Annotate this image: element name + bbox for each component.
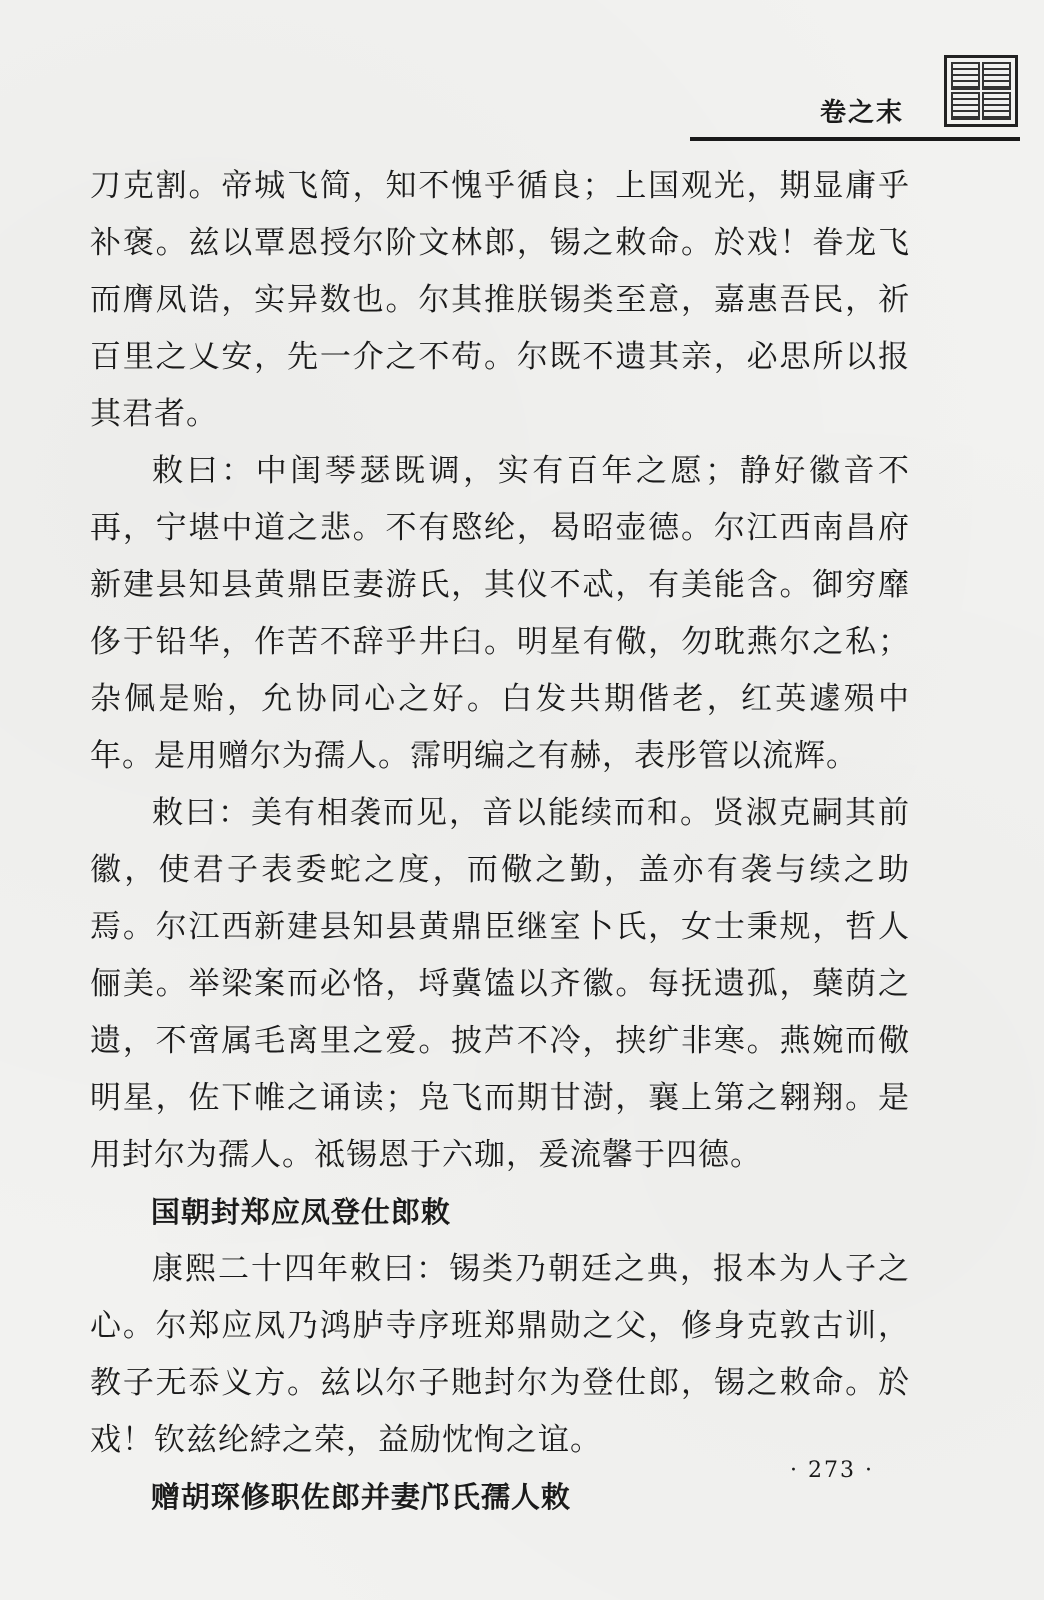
seal-stamp-icon (944, 55, 1018, 127)
paragraph-4: 康熙二十四年敕曰：锡类乃朝廷之典，报本为人子之心。尔郑应凤乃鸿胪寺序班郑鼎勋之父，修身克敦古训，教子无忝义方。兹以尔子貤封尔为登仕郎，锡之敕命。於戏！钦兹纶綍之荣，益励忱恂之谊。 (90, 1251, 910, 1458)
section-heading-1: 国朝封郑应凤登仕郎敕 (150, 1195, 451, 1229)
page-number: · 273 · (790, 1458, 874, 1483)
section-heading-2: 赠胡琛修职佐郎并妻邝氏孺人敕 (150, 1480, 571, 1514)
running-header-title: 卷之末 (819, 98, 904, 128)
paragraph-2: 敕曰：中闺琴瑟既调，实有百年之愿；静好徽音不再，宁堪中道之悲。不有愍纶，曷昭壶德。尔江西南昌府新建县知县黄鼎臣妻游氏，其仪不忒，有美能含。御穷靡侈于铅华，作苦不辞乎井臼。明星有儆，勿耽燕尔之私；杂佩是贻，允协同心之好。白发共期偕老，红英遽殒中年。是用赠尔为孺人。霈明编之有赫，表彤管以流辉。 (90, 453, 910, 774)
header-rule (690, 137, 1020, 141)
body-text (90, 158, 910, 1526)
paragraph-3: 敕曰：美有相袭而见，音以能续而和。贤淑克嗣其前徽，使君子表委蛇之度，而儆之勤，盖亦有袭与续之助焉。尔江西新建县知县黄鼎臣继室卜氏，女士秉规，哲人俪美。举梁案而必恪，埒冀馌以齐徽。每抚遗孤，蘖荫之遗，不啻属毛离里之爱。披芦不冷，挟纩非寒。燕婉而儆明星，佐下帷之诵读；凫飞而期甘澍，襄上第之翱翔。是用封尔为孺人。祗锡恩于六珈，爰流馨于四德。 (90, 795, 910, 1173)
paragraph-1: 刀克割。帝城飞简，知不愧乎循良；上国观光，期显庸乎补褒。兹以覃恩授尔阶文林郎，锡之敕命。於戏！眷龙飞而膺凤诰，实异数也。尔其推朕锡类至意，嘉惠吾民，祈百里之乂安，先一介之不苟。尔既不遗其亲，必思所以报其君者。 (90, 168, 910, 432)
